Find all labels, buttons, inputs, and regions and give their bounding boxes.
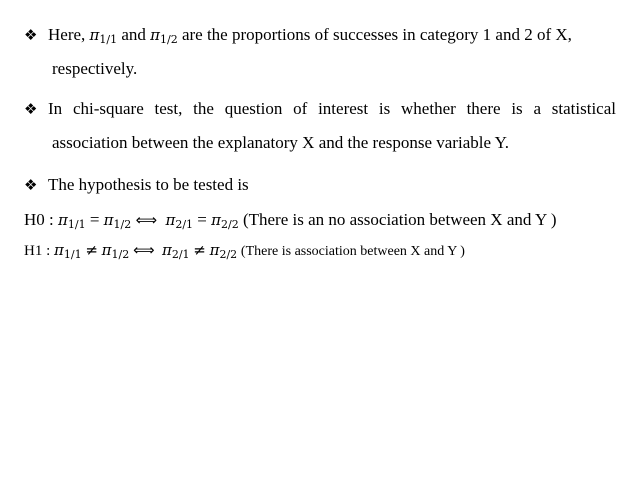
bullet-3-text: The hypothesis to be tested is — [48, 175, 249, 194]
pi-1-1: $\pi_{1/1}$ — [89, 26, 118, 46]
hypothesis-h0 — [24, 210, 557, 235]
bullet-2-line-2: association between the explanatory X and the response variable Y. — [52, 133, 509, 152]
h1-pi-2-1: $\pi_{2/1}$ — [161, 241, 190, 261]
h1-neq-2: ≠ — [193, 241, 206, 259]
bullet-1 — [24, 25, 572, 50]
h0-iff-icon: ⟺ — [135, 211, 157, 229]
h1-iff-icon: ⟺ — [132, 241, 155, 259]
hypothesis-h1 — [24, 240, 465, 265]
diamond-bullet-icon: ❖ — [24, 26, 38, 44]
bullet-1-intro: Here, — [48, 25, 86, 44]
h0-pi-2-1: $\pi_{2/1}$ — [165, 211, 194, 231]
pi-1-2: $\pi_{1/2}$ — [150, 26, 178, 46]
bullet-2-line-1 — [24, 99, 616, 119]
bullet-3 — [24, 175, 249, 195]
h0-pi-1-1: $\pi_{1/1}$ — [58, 211, 86, 231]
h0-label: H0 : — [24, 210, 54, 229]
bullet-1-and: and — [121, 25, 146, 44]
h0-pi-1-2: $\pi_{1/2}$ — [103, 211, 132, 231]
h1-pi-1-1: $\pi_{1/1}$ — [54, 241, 82, 261]
h0-pi-2-2: $\pi_{2/2}$ — [211, 211, 239, 231]
bullet-2-text: In chi-square test, the question of interest is whether there is a statistical — [48, 99, 616, 118]
h1-label: H1 : — [24, 243, 51, 259]
h0-eq-2: = — [197, 210, 207, 229]
diamond-bullet-icon: ❖ — [24, 100, 38, 118]
h1-note: (There is association between X and Y ) — [240, 244, 465, 259]
h1-pi-1-2: $\pi_{1/2}$ — [101, 241, 130, 261]
bullet-1-continuation: respectively. — [52, 59, 138, 78]
h0-note: (There is an no association between X and Y ) — [242, 210, 557, 229]
h1-neq: ≠ — [85, 241, 98, 259]
diamond-bullet-icon: ❖ — [24, 176, 38, 194]
h0-eq: = — [89, 210, 100, 229]
bullet-1-rest: are the proportions of successes in category 1 and 2 of X, — [181, 25, 572, 44]
h1-pi-2-2: $\pi_{2/2}$ — [209, 241, 238, 261]
